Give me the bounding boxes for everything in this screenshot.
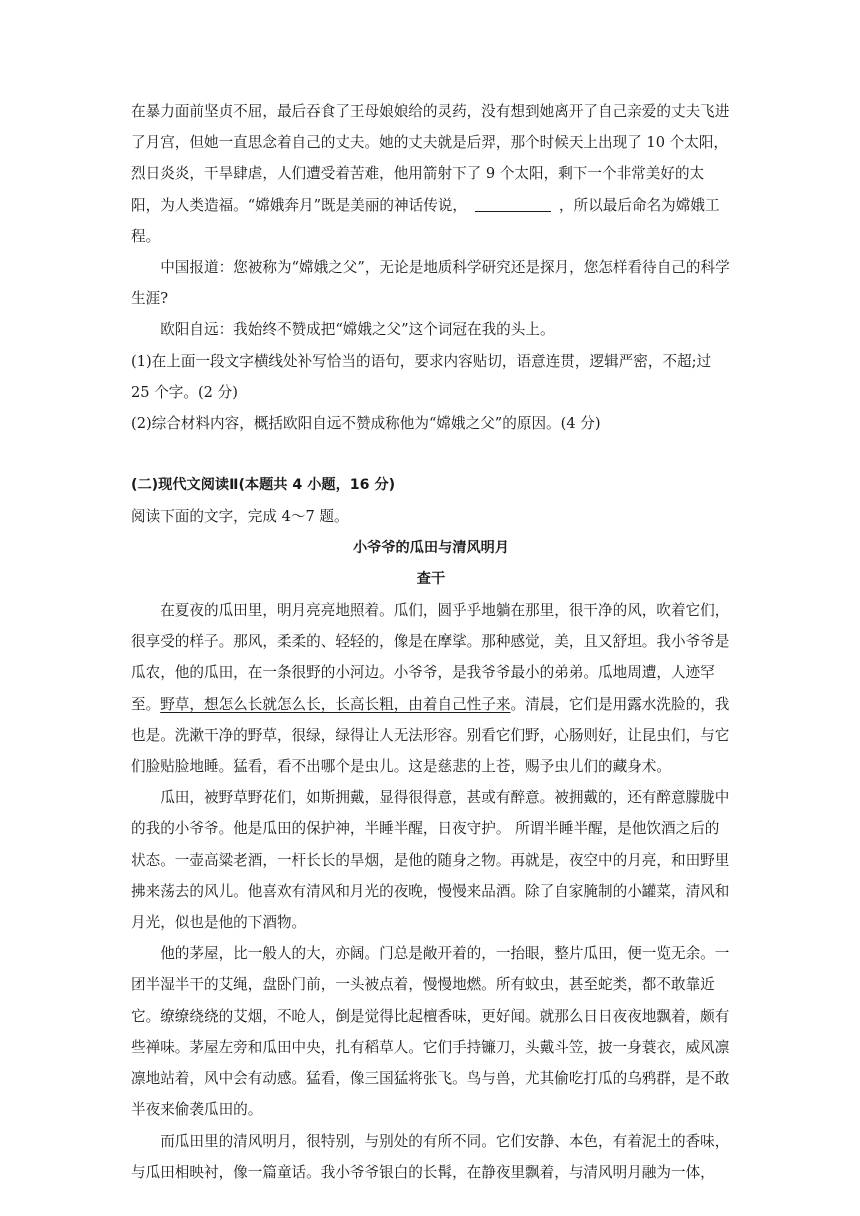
article-paragraph-3: 他的茅屋，比一般人的大，亦阔。门总是敞开着的，一抬眼，整片瓜田，便一览无余。一团半湿半干的艾绳，盘卧门前，一头被点着，慢慢地燃。所有蚊虫，甚至蛇类，都不敢靠近它。缭缭绕绕的艾烟，不呛人，倒是觉得比起檀香味，更好闻。就那么日日夜夜地飘着，颇有些禅味。茅屋左旁和瓜田中央，扎有稻草人。它们手持镰刀，头戴斗笠，披一身蓑衣，威风凛凛地站着，风中会有动感。猛看，像三国猛将张飞。鸟与兽，尤其偷吃打瓜的乌鸦群，是不敢半夜来偷袭瓜田的。 xyxy=(131,945,730,1119)
question-2: (2)综合材料内容，概括欧阳自远不赞成称他为“嫦娥之父”的原因。(4 分) xyxy=(131,415,601,433)
intro-paragraph xyxy=(131,96,731,252)
article-author: 查干 xyxy=(416,570,446,587)
p1-underlined-sentence: 野草，想怎么长就怎么长，长高长粗，由着自己性子来 xyxy=(160,695,511,713)
article-paragraph-1 xyxy=(131,595,731,782)
intro-text-after-blank: ，所以最后命名为嫦娥工程。 xyxy=(131,196,720,245)
ouyang-answer: 欧阳自远：我始终不赞成把“嫦娥之父”这个词冠在我的头上。 xyxy=(160,321,555,339)
fill-in-blank xyxy=(475,197,551,212)
reporter-question: 中国报道：您被称为“嫦娥之父”，无论是地质科学研究还是探月，您怎样看待自己的科学生涯? xyxy=(131,259,730,308)
section-heading: (二)现代文阅读Ⅱ(本题共 4 小题，16 分) xyxy=(131,477,396,494)
document-body xyxy=(131,96,731,1188)
article-paragraph-4: 而瓜田里的清风明月，很特别，与别处的有所不同。它们安静、本色，有着泥土的香味，与瓜田相映衬，像一篇童话。我小爷爷银白的长髯，在静夜里飘着，与清风明月融为一体， xyxy=(131,1132,730,1181)
section-instruction: 阅读下面的文字，完成 4～7 题。 xyxy=(131,508,349,526)
p1-text-before-underline: 在夏夜的瓜田里，明月亮亮地照着。瓜们，圆乎乎地躺在那里，很干净的风，吹着它们，很享受的样子。那风，柔柔的、轻轻的，像是在摩挲。那种感觉，美，且又舒坦。我小爷爷是瓜农，他的瓜田，在一条很野的小河边。小爷爷，是我爷爷最小的弟弟。瓜地周遭，人迹罕至。 xyxy=(131,602,730,713)
section-spacer xyxy=(131,439,731,470)
intro-text-before-blank: 在暴力面前坚贞不屈，最后吞食了王母娘娘给的灵药，没有想到她离开了自己亲爱的丈夫飞进了月宫，但她一直思念着自己的丈夫。她的丈夫就是后羿，那个时候天上出现了 10 个太阳，烈日炎炎，干旱肆虐，人们遭受着苦难，他用箭射下了 9 个太阳，剩下一个非常美好的太阳，为人类造福。“嫦娥奔月”既是美丽的神话传说， xyxy=(131,103,730,214)
article-title: 小爷爷的瓜田与清风明月 xyxy=(352,539,510,556)
question-1: (1)在上面一段文字横线处补写恰当的语句，要求内容贴切，语意连贯，逻辑严密，不超;过 25 个字。(2 分) xyxy=(131,352,712,401)
p1-text-after-underline: 。清晨，它们是用露水洗脸的，我也是。洗漱干净的野草，很绿，绿得让人无法形容。别看它们野，心肠则好，让昆虫们，与它们脸贴脸地睡。猛看，看不出哪个是虫儿。这是慈悲的上苍，赐予虫儿们的藏身术。 xyxy=(131,695,730,776)
article-paragraph-2: 瓜田，被野草野花们，如斯拥戴，显得很得意，甚或有醉意。被拥戴的，还有醉意朦胧中的我的小爷爷。他是瓜田的保护神，半睡半醒，日夜守护。 所谓半睡半醒，是他饮酒之后的状态。一壶高粱老酒，一杆长长的旱烟，是他的随身之物。再就是，夜空中的月亮，和田野里拂来荡去的风儿。他喜欢有清风和月光的夜晚，慢慢来品酒。除了自家腌制的小罐菜，清风和月光，似也是他的下酒物。 xyxy=(131,789,730,932)
